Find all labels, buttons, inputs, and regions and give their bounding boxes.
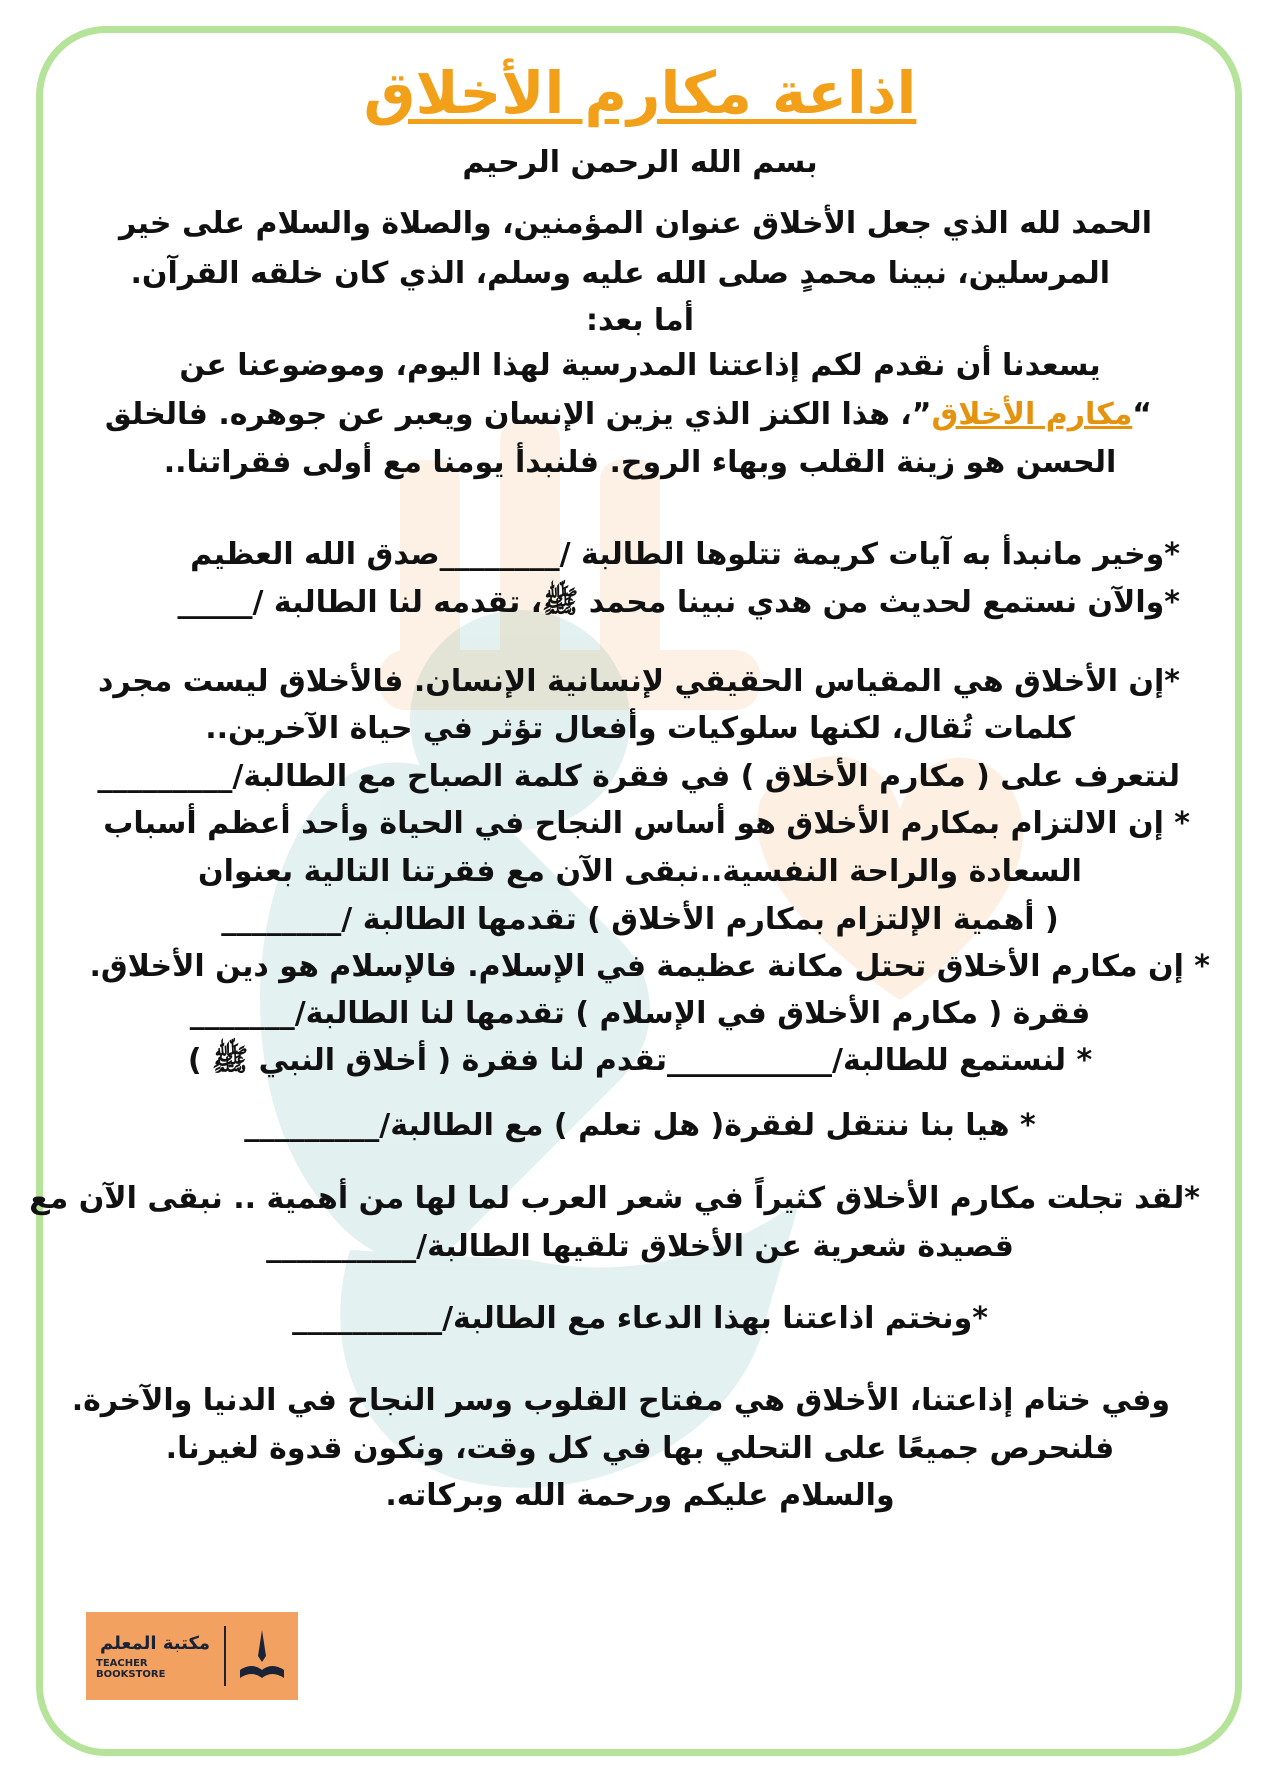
intro-amma-bad: أما بعد: — [585, 303, 695, 338]
segment-islam-2: فقرة ( مكارم الأخلاق في الإسلام ) تقدمها لنا الطالبة/_______ — [189, 996, 1091, 1031]
segment-poem-2: قصيدة شعرية عن الأخلاق تلقيها الطالبة/__________ — [266, 1229, 1014, 1264]
page-title: اذاعة مكارم الأخلاق — [363, 59, 917, 127]
closing-line-1: وفي ختام إذاعتنا، الأخلاق هي مفتاح القلوب وسر النجاح في الدنيا والآخرة. — [71, 1383, 1170, 1418]
logo-arabic-name: مكتبة المعلم — [99, 1632, 211, 1654]
book-pen-icon — [236, 1626, 288, 1686]
segment-importance-3: ( أهمية الإلتزام بمكارم الأخلاق ) تقدمها الطالبة /________ — [221, 902, 1059, 937]
logo-divider — [224, 1626, 226, 1686]
open-quote: “ — [1132, 397, 1152, 432]
logo-english-name: TEACHER BOOKSTORE — [96, 1657, 166, 1680]
segment-did-you-know: * هيا بنا ننتقل لفقرة( هل تعلم ) مع الطالبة/_________ — [244, 1108, 1036, 1143]
closing-line-3: والسلام عليكم ورحمة الله وبركاته. — [385, 1478, 895, 1513]
intro-line-2: المرسلين، نبينا محمدٍ صلى الله عليه وسلم، الذي كان خلقه القرآن. — [130, 256, 1110, 291]
topic-highlight: مكارم الأخلاق — [931, 397, 1133, 432]
segment-dua: *ونختم اذاعتنا بهذا الدعاء مع الطالبة/__________ — [292, 1301, 988, 1336]
intro-line-4: يسعدنا أن نقدم لكم إذاعتنا المدرسية لهذا اليوم، وموضوعنا عن — [179, 348, 1101, 383]
document-body — [29, 40, 1220, 1740]
segment-morning-word-1: *إن الأخلاق هي المقياس الحقيقي لإنسانية الإنسان. فالأخلاق ليست مجرد — [98, 664, 1180, 699]
intro-line-6: الحسن هو زينة القلب وبهاء الروح. فلنبدأ يومنا مع أولى فقراتنا.. — [163, 445, 1117, 480]
intro-line-5 — [60, 396, 1220, 434]
segment-islam-1: * إن مكارم الأخلاق تحتل مكانة عظيمة في الإسلام. فالإسلام هو دين الأخلاق. — [89, 949, 1210, 984]
segment-morning-word-2: كلمات تُقال، لكنها سلوكيات وأفعال تؤثر في حياة الآخرين.. — [205, 711, 1075, 746]
intro-line-5-rest: ”، هذا الكنز الذي يزين الإنسان ويعبر عن جوهره. فالخلق — [104, 397, 932, 432]
segment-poem-1: *لقد تجلت مكارم الأخلاق كثيراً في شعر العرب لما لها من أهمية .. نبقى الآن مع — [29, 1181, 1200, 1216]
segment-importance-1: * إن الالتزام بمكارم الأخلاق هو أساس النجاح في الحياة وأحد أعظم أسباب — [103, 806, 1190, 841]
teacher-bookstore-logo — [86, 1612, 298, 1700]
intro-line-1: الحمد لله الذي جعل الأخلاق عنوان المؤمنين، والصلاة والسلام على خير — [118, 206, 1152, 241]
segment-prophet: * لنستمع للطالبة/___________تقدم لنا فقرة ( أخلاق النبي ﷺ ) — [187, 1043, 1093, 1078]
segment-hadith: *والآن نستمع لحديث من هدي نبينا محمد ﷺ، تقدمه لنا الطالبة /_____ — [177, 585, 1180, 620]
segment-quran: *وخير مانبدأ به آيات كريمة تتلوها الطالبة /________صدق الله العظيم — [190, 537, 1180, 572]
basmala: بسم الله الرحمن الرحيم — [462, 145, 818, 180]
segment-importance-2: السعادة والراحة النفسية..نبقى الآن مع فقرتنا التالية بعنوان — [198, 854, 1082, 889]
logo-texts — [96, 1633, 214, 1680]
closing-line-2: فلنحرص جميعًا على التحلي بها في كل وقت، ونكون قدوة لغيرنا. — [165, 1431, 1115, 1466]
segment-morning-word-3: لنتعرف على ( مكارم الأخلاق ) في فقرة كلمة الصباح مع الطالبة/_________ — [97, 759, 1180, 794]
